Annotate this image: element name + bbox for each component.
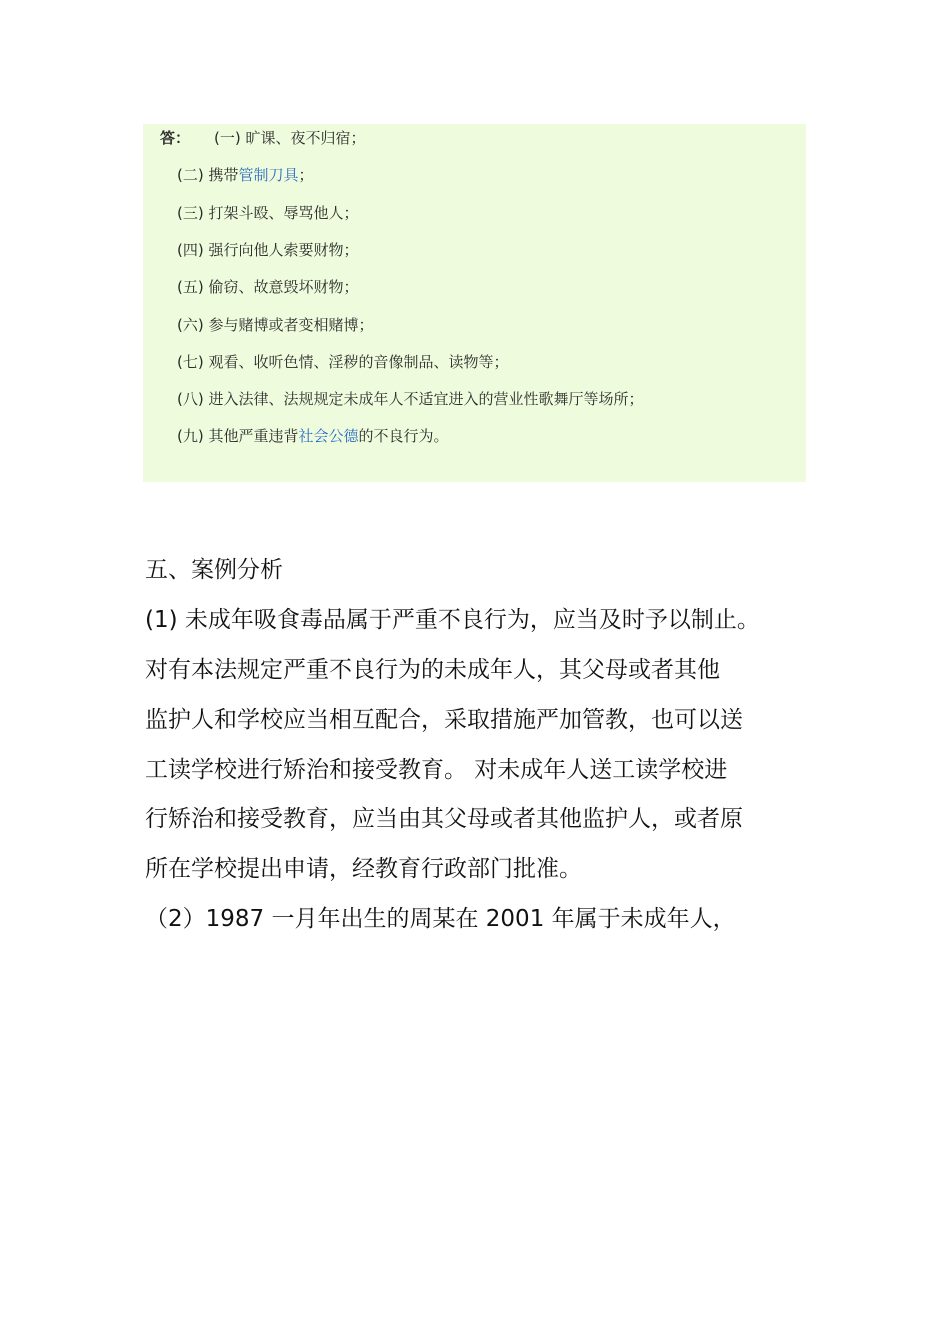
answer-item-3 [177, 203, 358, 223]
case-paragraph-line: 监护人和学校应当相互配合，采取措施严加管教，也可以送 [145, 707, 743, 733]
answer-item-text-end: 的不良行为。 [358, 427, 449, 445]
answer-item-text: (五) 偷窃、故意毁坏财物； [177, 278, 359, 296]
answer-prefix: 答： [160, 129, 191, 147]
link-controlled-knives[interactable]: 管制刀具 [238, 166, 299, 184]
answer-item-6 [177, 315, 373, 335]
answer-item-2 [177, 165, 314, 185]
link-social-morality[interactable]: 社会公德 [298, 427, 359, 445]
case-paragraph-line: （2）1987 一月年出生的周某在 2001 年属于未成年人， [145, 906, 736, 932]
answer-item-9 [177, 426, 449, 446]
answer-item-text: (四) 强行向他人索要财物； [177, 241, 359, 259]
case-paragraph-line: (1) 未成年吸食毒品属于严重不良行为，应当及时予以制止。 [145, 607, 760, 633]
case-paragraph-line: 行矫治和接受教育，应当由其父母或者其他监护人，或者原 [145, 806, 743, 832]
section-title: 五、案例分析 [145, 557, 283, 583]
answer-item-1 [160, 128, 365, 148]
answer-item-text: (二) 携带 [177, 166, 239, 184]
answer-item-text: (三) 打架斗殴、辱骂他人； [177, 204, 359, 222]
answer-item-text: (七) 观看、收听色情、淫秽的音像制品、读物等； [177, 353, 509, 371]
answer-item-5 [177, 277, 358, 297]
answer-item-text: (八) 进入法律、法规规定未成年人不适宜进入的营业性歌舞厅等场所； [177, 390, 644, 408]
case-paragraph-line: 工读学校进行矫治和接受教育。 对未成年人送工读学校进 [145, 757, 728, 783]
answer-item-text-end: ； [298, 166, 314, 184]
answer-item-text: (九) 其他严重违背 [177, 427, 299, 445]
answer-item-4 [177, 240, 358, 260]
answer-item-8 [177, 389, 643, 409]
answer-item-text: (一) 旷课、夜不归宿； [214, 129, 366, 147]
case-paragraph-line: 对有本法规定严重不良行为的未成年人，其父母或者其他 [145, 657, 720, 683]
answer-item-text: (六) 参与赌博或者变相赌博； [177, 316, 374, 334]
answer-item-7 [177, 352, 508, 372]
case-paragraph-line: 所在学校提出申请，经教育行政部门批准。 [145, 856, 582, 882]
